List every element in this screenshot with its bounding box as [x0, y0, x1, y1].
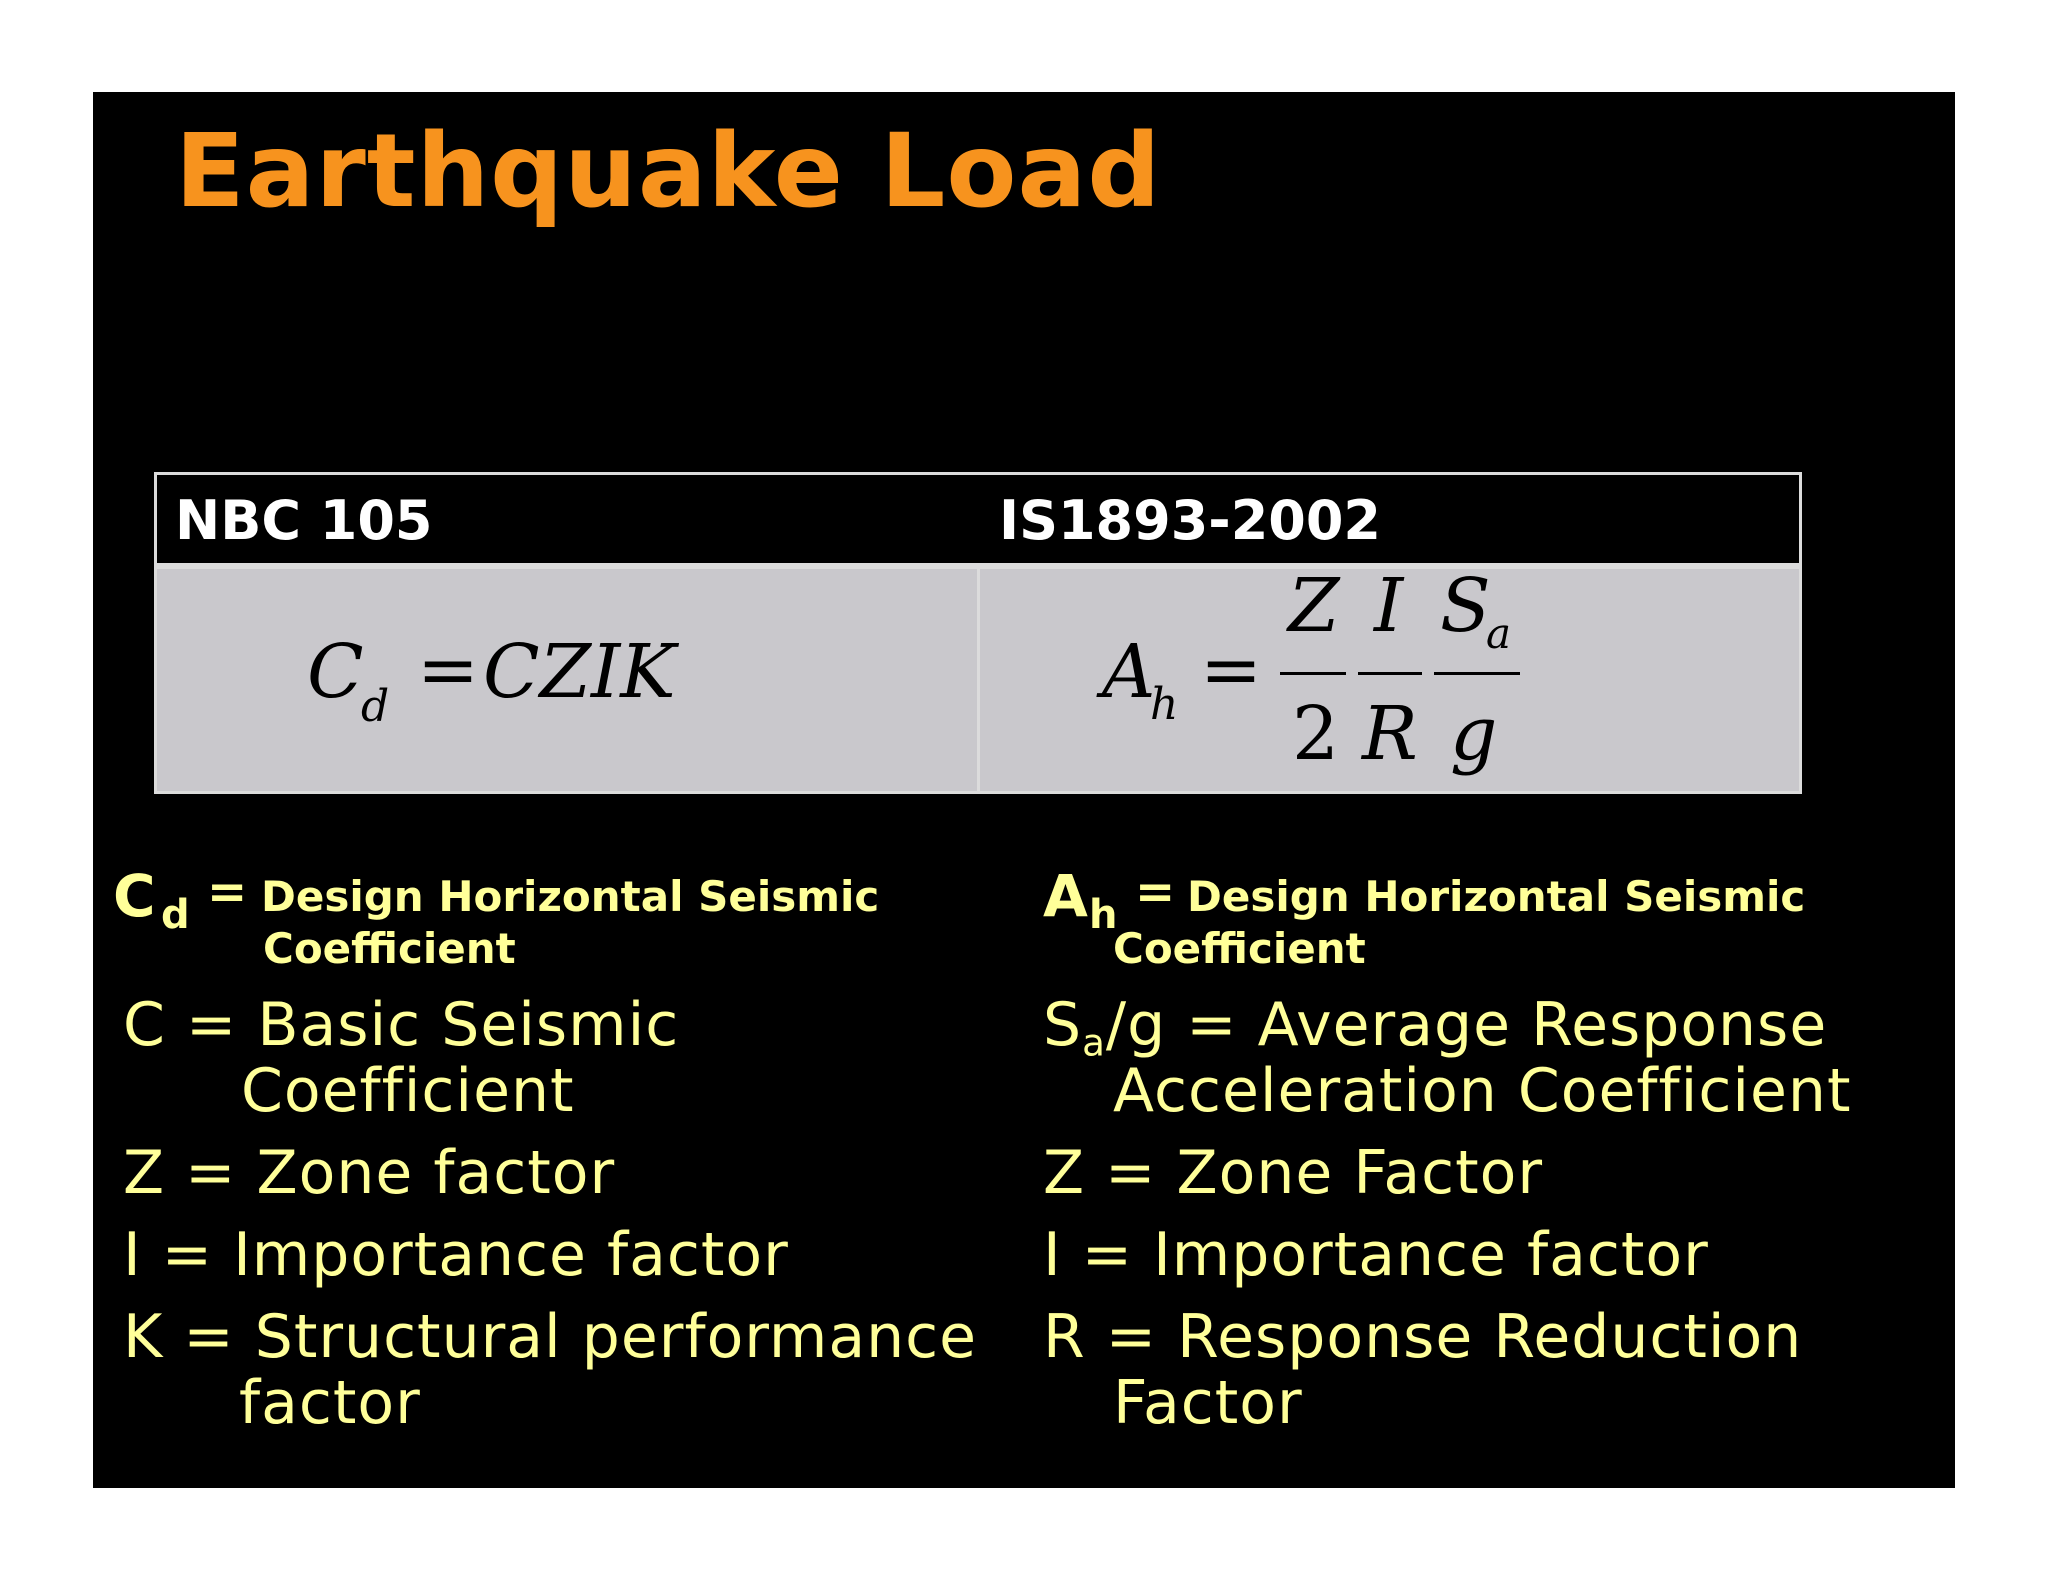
def-c-line2: Coefficient [241, 1056, 575, 1126]
ah-symbol: A [1043, 862, 1088, 930]
formula-ah-symbol: A [1102, 629, 1156, 715]
formula-czik: CZIK [483, 629, 676, 715]
fraction3-bar [1434, 672, 1520, 675]
header-nbc105: NBC 105 [175, 489, 433, 552]
def-k-line1: K = Structural performance [123, 1302, 978, 1372]
formula-ah-subscript: h [1150, 679, 1179, 730]
ah-equals: = [1135, 864, 1176, 920]
def-z: Z = Zone factor [123, 1138, 616, 1208]
sa-symbol: S [1043, 990, 1083, 1060]
table-header-row [157, 475, 1799, 569]
fraction3-numerator-subscript: a [1486, 609, 1512, 658]
cd-definition-line1: Design Horizontal Seismic [261, 872, 880, 921]
fraction3-denominator: g [1450, 691, 1498, 777]
cd-equals: = [207, 864, 248, 920]
formula-cd-symbol: C [307, 629, 364, 715]
fraction3-numerator: S [1440, 563, 1491, 649]
is-formula [980, 563, 1805, 791]
def-i: I = Importance factor [123, 1220, 789, 1290]
sa-text: /g = Average Response [1105, 990, 1828, 1060]
cd-definition-line2: Coefficient [263, 924, 516, 973]
fraction2-numerator: I [1374, 563, 1404, 649]
cd-symbol: C [113, 862, 156, 930]
def-z-right: Z = Zone Factor [1043, 1138, 1544, 1208]
fraction2-denominator: R [1362, 691, 1418, 777]
formula-cd-subscript: d [361, 681, 390, 732]
def-r-line1: R = Response Reduction [1043, 1302, 1803, 1372]
comparison-table [154, 472, 1802, 794]
def-sa-line2: Acceleration Coefficient [1113, 1056, 1852, 1126]
slide [93, 92, 1955, 1488]
ah-definition-line2: Coefficient [1113, 924, 1366, 973]
cd-subscript: d [161, 892, 190, 938]
def-sa-line1 [1043, 990, 1828, 1065]
def-i-right: I = Importance factor [1043, 1220, 1709, 1290]
sa-subscript: a [1082, 1020, 1106, 1065]
formula-equals: = [1200, 627, 1263, 713]
header-is1893: IS1893-2002 [999, 489, 1381, 552]
table-formula-row [157, 563, 1799, 791]
ah-definition-line1: Design Horizontal Seismic [1187, 872, 1806, 921]
slide-title: Earthquake Load [175, 112, 1162, 231]
formula-equals: = [417, 627, 480, 713]
def-r-line2: Factor [1113, 1368, 1303, 1438]
nbc-formula [157, 569, 977, 791]
fraction1-denominator: 2 [1292, 691, 1340, 777]
fraction1-numerator: Z [1288, 563, 1340, 649]
def-c-line1: C = Basic Seismic [123, 990, 680, 1060]
fraction2-bar [1358, 672, 1422, 675]
ah-subscript: h [1089, 892, 1118, 938]
def-k-line2: factor [239, 1368, 421, 1438]
fraction1-bar [1280, 672, 1346, 675]
